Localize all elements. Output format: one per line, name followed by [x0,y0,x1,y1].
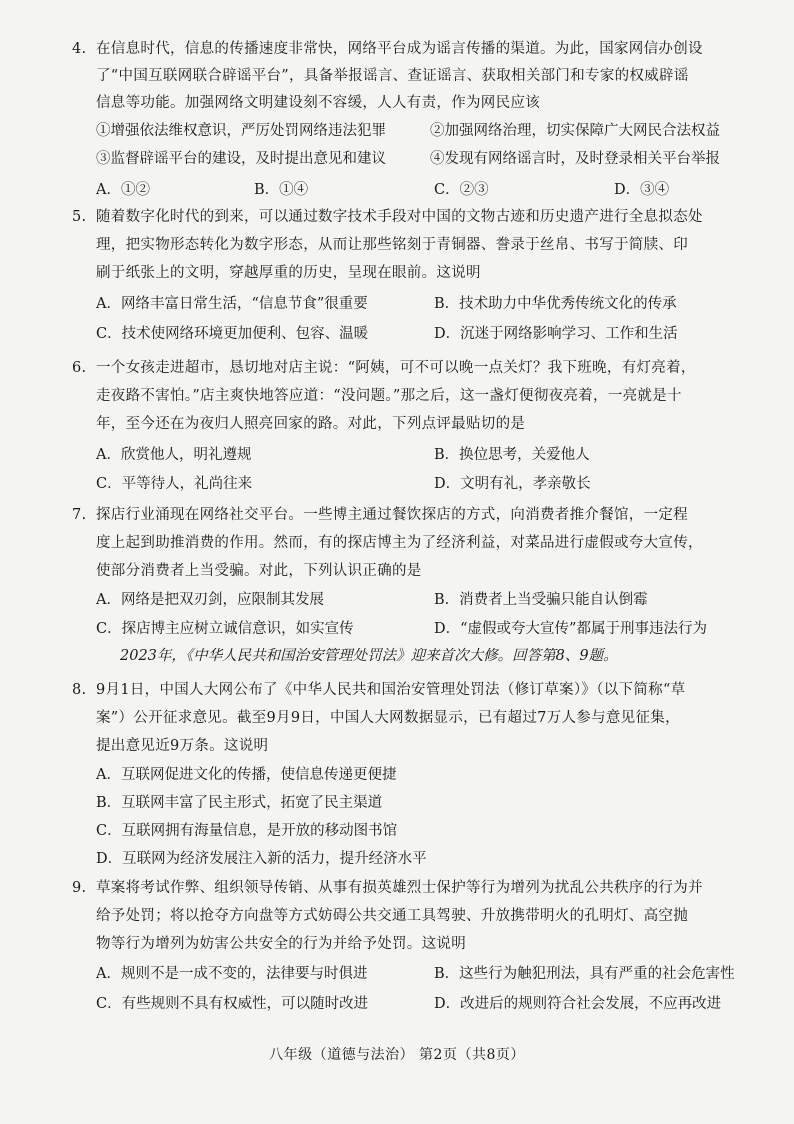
option-b: B．①④ [254,182,309,198]
question-text-line: 了“中国互联网联合辟谣平台”，具备举报谣言、查证谣言、获取相关部门和专家的权威辟谣 [96,68,689,84]
page-footer: 八年级（道德与法治） 第2页（共8页） [269,1047,525,1063]
question-text-line: 提出意见近9万条。这说明 [96,738,269,754]
option-b: B．消费者上当受骗只能自认倒霉 [434,592,648,608]
question-text-line: 走夜路不害怕。”店主爽快地答应道：“没问题。”那之后，这一盏灯便彻夜亮着，一亮就是十 [96,388,682,404]
statement-item: ④发现有网络谣言时，及时登录相关平台举报 [430,151,720,167]
option-a: A．网络丰富日常生活，“信息节食”很重要 [96,296,368,312]
statement-item: ③监督辟谣平台的建设，及时提出意见和建议 [96,151,386,167]
option-a: A．网络是把双刃剑，应限制其发展 [96,592,324,608]
option-c: C．技术使网络环境更加便利、包容、温暖 [96,326,369,342]
option-c: C．有些规则不具有权威性，可以随时改进 [96,996,369,1012]
option-d: D．沉迷于网络影响学习、工作和生活 [434,326,678,342]
option-a: A．规则不是一成不变的，法律要与时俱进 [96,966,368,982]
option-d: D．互联网为经济发展注入新的活力，提升经济水平 [96,851,427,867]
question-text-line: 草案将考试作弊、组织领导传销、从事有损英雄烈士保护等行为增列为扰乱公共秩序的行为并 [96,880,703,896]
option-a: A．①② [96,182,150,198]
option-a: A．互联网促进文化的传播，使信息传递更便捷 [96,767,397,783]
question-text-line: 年，至今还在为夜归人照亮回家的路。对此，下列点评最贴切的是 [96,416,526,432]
question-text-line: 在信息时代，信息的传播速度非常快，网络平台成为谣言传播的渠道。为此，国家网信办创设 [96,41,703,57]
question-text-line: 9月1日，中国人大网公布了《中华人民共和国治安管理处罚法（修订草案）》（以下简称“草 [96,682,686,698]
question-number: 6. [72,360,87,376]
question-text-line: 随着数字化时代的到来，可以通过数字技术手段对中国的文物古迹和历史遗产进行全息拟态处 [96,209,703,225]
question-number: 7. [72,507,87,523]
question-text-line: 案”）公开征求意见。截至9月9日，中国人大网数据显示，已有超过7万人参与意见征集， [96,710,680,726]
question-text-line: 信息等功能。加强网络文明建设刻不容缓，人人有责，作为网民应该 [96,95,540,111]
statement-item: ②加强网络治理，切实保障广大网民合法权益 [430,123,720,139]
question-number: 9. [72,880,87,896]
option-b: B．这些行为触犯刑法，具有严重的社会危害性 [434,966,735,982]
option-b: B．互联网丰富了民主形式，拓宽了民主渠道 [96,795,383,811]
question-text-line: 探店行业涌现在网络社交平台。一些博主通过餐饮探店的方式，向消费者推介餐馆，一定程 [96,507,688,523]
question-number: 8. [72,682,87,698]
option-a: A．欣赏他人，明礼遵规 [96,447,252,463]
option-d: D．改进后的规则符合社会发展，不应再改进 [434,996,722,1012]
option-c: C．互联网拥有海量信息，是开放的移动图书馆 [96,823,398,839]
option-d: D．③④ [614,182,670,198]
question-text-line: 度上起到助推消费的作用。然而，有的探店博主为了经济利益，对菜品进行虚假或夸大宣传， [96,535,703,551]
question-text-line: 一个女孩走进超市，恳切地对店主说：“阿姨，可不可以晚一点关灯？我下班晚，有灯亮着， [96,360,696,376]
option-c: C．平等待人，礼尚往来 [96,476,253,492]
question-text-line: 刷于纸张上的文明，穿越厚重的历史，呈现在眼前。这说明 [96,265,481,281]
option-b: B．技术助力中华优秀传统文化的传承 [434,296,677,312]
option-d: D．文明有礼，孝亲敬长 [434,476,591,492]
question-text-line: 理，把实物形态转化为数字形态，从而让那些铭刻于青铜器、誊录于丝帛、书写于简牍、印 [96,237,688,253]
option-d: D．“虚假或夸大宣传”都属于刑事违法行为 [434,621,707,637]
statement-item: ①增强依法维权意识，严厉处罚网络违法犯罪 [96,123,386,139]
question-text-line: 物等行为增列为妨害公共安全的行为并给予处罚。这说明 [96,936,466,952]
option-c: C．②③ [434,182,489,198]
question-text-line: 使部分消费者上当受骗。对此，下列认识正确的是 [96,563,422,579]
option-c: C．探店博主应树立诚信意识，如实宣传 [96,621,354,637]
option-b: B．换位思考，关爱他人 [434,447,590,463]
question-number: 5. [72,209,87,225]
question-number: 4. [72,41,87,57]
section-intro: 2023年，《中华人民共和国治安管理处罚法》迎来首次大修。回答第8、9题。 [120,648,618,664]
question-text-line: 给予处罚；将以抢夺方向盘等方式妨碍公共交通工具驾驶、升放携带明火的孔明灯、高空抛 [96,908,688,924]
